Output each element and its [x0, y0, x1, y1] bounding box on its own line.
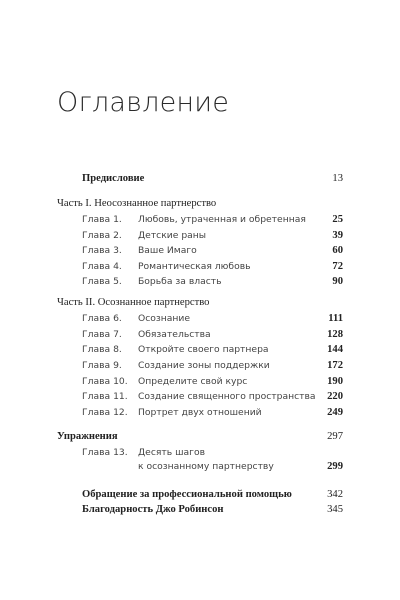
- page-title: Оглавление: [57, 87, 230, 118]
- toc-page-number: 111: [328, 313, 343, 324]
- chapter-number: Глава 12.: [82, 407, 128, 418]
- chapter-title: Создание зоны поддержки: [138, 360, 270, 371]
- toc-entry-label: Благодарность Джо Робинсон: [82, 504, 224, 515]
- toc-entry-exercises[interactable]: [0, 430, 400, 444]
- toc-chapter-row[interactable]: [0, 390, 400, 404]
- toc-page-number: 13: [332, 173, 343, 184]
- chapter-title: Определите свой курс: [138, 376, 248, 387]
- toc-chapter-row[interactable]: [0, 229, 400, 243]
- chapter-number: Глава 1.: [82, 214, 122, 225]
- toc-page-number: 172: [327, 360, 343, 371]
- toc-page-number: 190: [327, 376, 343, 387]
- toc-chapter-row-continued[interactable]: [0, 460, 400, 474]
- chapter-number: Глава 8.: [82, 344, 122, 355]
- toc-entry-label: Предисловие: [82, 173, 145, 184]
- chapter-number: Глава 3.: [82, 245, 122, 256]
- toc-part-heading-1: [0, 197, 400, 211]
- toc-page-number: 342: [327, 489, 343, 500]
- toc-page-number: 39: [332, 230, 343, 241]
- chapter-number: Глава 5.: [82, 276, 122, 287]
- chapter-number: Глава 6.: [82, 313, 122, 324]
- toc-entry-label: Обращение за профессиональной помощью: [82, 489, 292, 500]
- toc-entry-label: Упражнения: [57, 431, 118, 442]
- chapter-title: Портрет двух отношений: [138, 407, 262, 418]
- chapter-title: Осознание: [138, 313, 191, 324]
- toc-page-number: 345: [327, 504, 343, 515]
- toc-entry-thanks[interactable]: [0, 503, 400, 517]
- toc-page-number: 72: [332, 261, 343, 272]
- toc-page-number: 128: [327, 329, 343, 340]
- chapter-title: Обязательства: [138, 329, 211, 340]
- toc-page-number: 249: [327, 407, 343, 418]
- chapter-title: Борьба за власть: [138, 276, 222, 287]
- toc-page-number: 297: [327, 431, 343, 442]
- toc-chapter-row[interactable]: [0, 406, 400, 420]
- chapter-number: Глава 7.: [82, 329, 122, 340]
- toc-chapter-row[interactable]: [0, 260, 400, 274]
- toc-entry-appeal[interactable]: [0, 488, 400, 502]
- chapter-title: Десять шагов: [138, 447, 205, 458]
- chapter-number: Глава 2.: [82, 230, 122, 241]
- toc-page-number: 60: [332, 245, 343, 256]
- chapter-number: Глава 13.: [82, 447, 128, 458]
- chapter-title: Откройте своего партнера: [138, 344, 269, 355]
- toc-chapter-row[interactable]: [0, 359, 400, 373]
- chapter-title: Любовь, утраченная и обретенная: [138, 214, 306, 225]
- chapter-title-continued: к осознанному партнерству: [138, 461, 274, 472]
- toc-chapter-row[interactable]: [0, 244, 400, 258]
- toc-chapter-row[interactable]: [0, 312, 400, 326]
- chapter-title: Романтическая любовь: [138, 261, 251, 272]
- toc-chapter-row[interactable]: [0, 375, 400, 389]
- toc-page-number: 144: [327, 344, 343, 355]
- toc-page-number: 220: [327, 391, 343, 402]
- toc-chapter-row[interactable]: [0, 328, 400, 342]
- toc-chapter-row[interactable]: [0, 446, 400, 460]
- toc-chapter-row[interactable]: [0, 343, 400, 357]
- chapter-number: Глава 4.: [82, 261, 122, 272]
- part-heading-label: Часть I. Неосознанное партнерство: [57, 198, 217, 209]
- chapter-number: Глава 11.: [82, 391, 128, 402]
- toc-page-number: 25: [332, 214, 343, 225]
- chapter-title: Создание священного пространства: [138, 391, 316, 402]
- toc-page-number: 299: [327, 461, 343, 472]
- part-heading-label: Часть II. Осознанное партнерство: [57, 297, 210, 308]
- chapter-number: Глава 10.: [82, 376, 128, 387]
- chapter-number: Глава 9.: [82, 360, 122, 371]
- toc-part-heading-2: [0, 296, 400, 310]
- toc-entry-preface[interactable]: [0, 172, 400, 186]
- chapter-title: Детские раны: [138, 230, 207, 241]
- toc-chapter-row[interactable]: [0, 275, 400, 289]
- toc-page-number: 90: [332, 276, 343, 287]
- toc-chapter-row[interactable]: [0, 213, 400, 227]
- chapter-title: Ваше Имаго: [138, 245, 197, 256]
